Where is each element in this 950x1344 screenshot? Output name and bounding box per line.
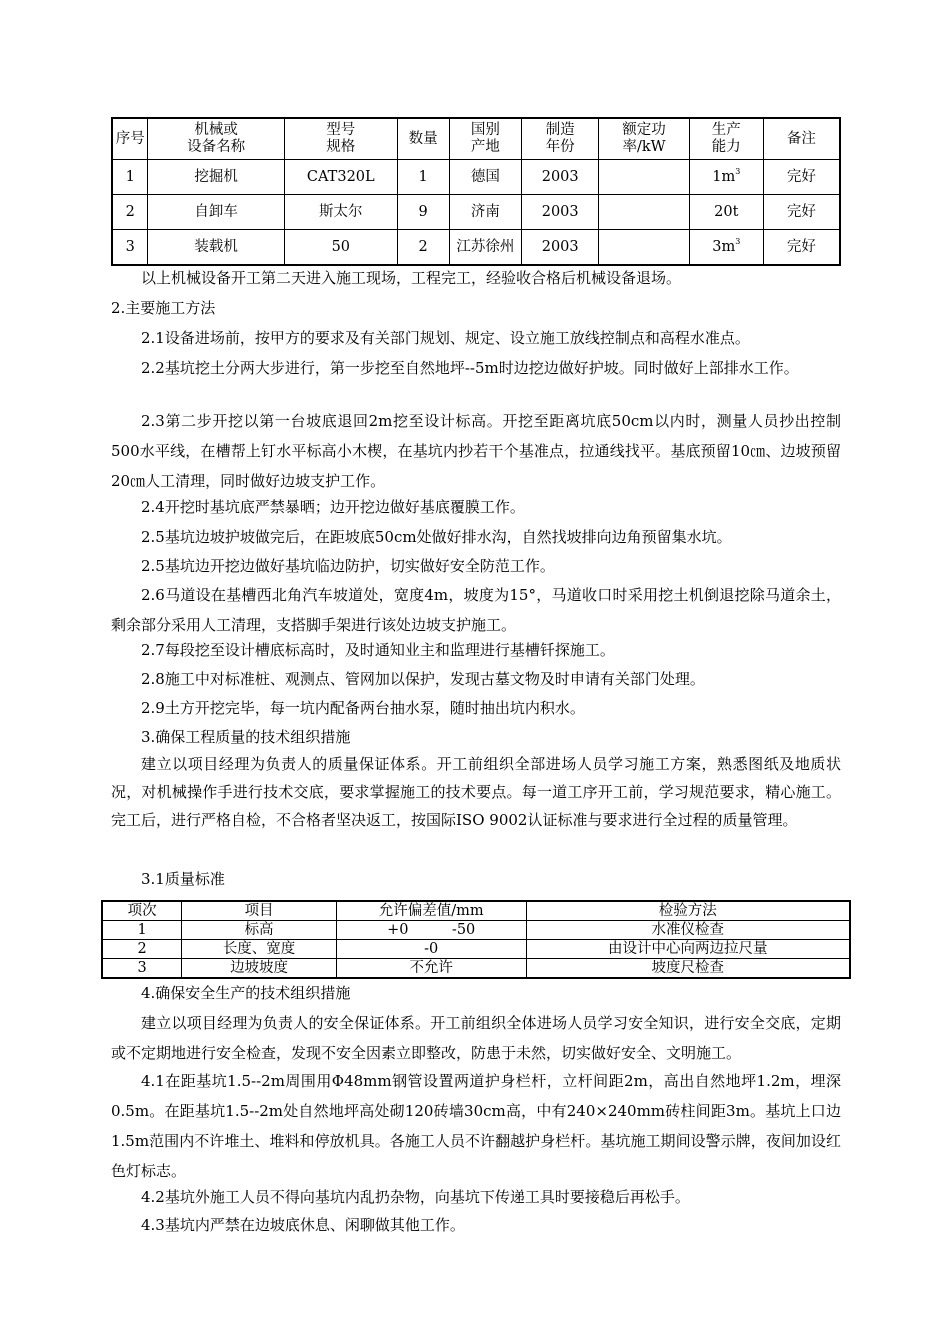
cell-item-no: 1 [102,921,182,940]
paragraph-2-6: 2.6马道设在基槽西北角汽车坡道处，宽度4m，坡度为15°，马道收口时采用挖土机倒退挖除马道余土，剩余部分采用人工清理，支搭脚手架进行该处边坡支护施工。 [111,586,841,634]
paragraph-equipment-note: 以上机械设备开工第二天进入施工现场，工程完工，经验收合格后机械设备退场。 [141,269,682,287]
cell-model: 50 [284,230,397,266]
equipment-table [111,117,841,266]
header-name: 机械或 设备名称 [148,118,284,160]
header-item-no: 项次 [102,901,182,921]
header-year: 制造 年份 [522,118,599,160]
cell-no: 1 [112,160,148,195]
cell-qty: 2 [397,230,449,266]
header-power: 额定功 率/kW [599,118,690,160]
cell-item: 标高 [182,921,337,940]
cell-year: 2003 [522,230,599,266]
cell-origin: 德国 [449,160,522,195]
cell-item: 边坡坡度 [182,959,337,979]
table-row [102,921,850,940]
heading-construction-methods: 2.主要施工方法 [111,299,216,317]
cell-power [599,160,690,195]
header-note: 备注 [763,118,840,160]
cell-name: 自卸车 [148,195,284,230]
header-model: 型号 规格 [284,118,397,160]
cell-year: 2003 [522,195,599,230]
cell-note: 完好 [763,195,840,230]
table-row [102,940,850,959]
header-capacity: 生产 能力 [689,118,763,160]
heading-safety-measures: 4.确保安全生产的技术组织措施 [141,984,351,1002]
cell-no: 3 [112,230,148,266]
heading-quality-standard: 3.1质量标准 [141,870,225,888]
paragraph-2-5b: 2.5基坑边开挖边做好基坑临边防护，切实做好安全防范工作。 [141,557,555,575]
cell-name: 装载机 [148,230,284,266]
cell-tolerance: +0 -50 [336,921,526,940]
cell-origin: 江苏徐州 [449,230,522,266]
table-row [102,959,850,979]
cell-item-no: 2 [102,940,182,959]
cell-note: 完好 [763,230,840,266]
equipment-header-row [112,118,840,160]
table-row [112,230,840,266]
table-row [112,160,840,195]
paragraph-2-8: 2.8施工中对标准桩、观测点、管网加以保护，发现古墓文物及时申请有关部门处理。 [141,670,705,688]
cell-origin: 济南 [449,195,522,230]
paragraph-quality-system: 建立以项目经理为负责人的质量保证体系。开工前组织全部进场人员学习施工方案，熟悉图纸及地质状况，对机械操作手进行技术交底，要求掌握施工的技术要点。每一道工序开工前，学习规范要求，精心施工。完工后，进行严格自检，不合格者坚决返工，按国际ISO 9002认证标准与要求进行全过程的质量管理。 [111,755,841,829]
cell-tolerance: -0 [336,940,526,959]
paragraph-4-3: 4.3基坑内严禁在边坡底休息、闲聊做其他工作。 [141,1216,465,1234]
cell-capacity: $3m^3$ [689,230,763,266]
heading-quality-measures: 3.确保工程质量的技术组织措施 [141,728,351,746]
paragraph-safety-system: 建立以项目经理为负责人的安全保证体系。开工前组织全体进场人员学习安全知识，进行安全交底，定期或不定期地进行安全检查，发现不安全因素立即整改，防患于未然，切实做好安全、文明施工。 [111,1014,841,1062]
header-origin: 国别 产地 [449,118,522,160]
cell-method: 水准仪检查 [526,921,850,940]
cell-capacity: 20t [689,195,763,230]
cell-name: 挖掘机 [148,160,284,195]
table-row [112,195,840,230]
cell-item-no: 3 [102,959,182,979]
paragraph-2-2: 2.2基坑挖土分两大步进行，第一步挖至自然地坪--5m时边挖边做好护坡。同时做好上部排水工作。 [141,359,799,377]
paragraph-4-1: 4.1在距基坑1.5--2m周围用Φ48mm钢管设置两道护身栏杆，立杆间距2m，高出自然地坪1.2m，埋深0.5m。在距基坑1.5--2m处自然地坪高处砌120砖墙30cm高，中有240×240mm砖柱间距3m。基坑上口边1.5m范围内不许堆土、堆料和停放机具。各施工人员不许翻越护身栏杆。基坑施工期间设警示牌，夜间加设红色灯标志。 [111,1072,841,1180]
cell-qty: 9 [397,195,449,230]
paragraph-2-1: 2.1设备进场前，按甲方的要求及有关部门规划、规定、设立施工放线控制点和高程水准点。 [141,329,750,347]
cell-no: 2 [112,195,148,230]
header-no: 序号 [112,118,148,160]
cell-model: 斯太尔 [284,195,397,230]
cell-year: 2003 [522,160,599,195]
paragraph-2-7: 2.7每段挖至设计槽底标高时，及时通知业主和监理进行基槽钎探施工。 [141,641,615,659]
cell-note: 完好 [763,160,840,195]
cell-method: 坡度尺检查 [526,959,850,979]
cell-power [599,230,690,266]
cell-model: CAT320L [284,160,397,195]
paragraph-4-2: 4.2基坑外施工人员不得向基坑内乱扔杂物，向基坑下传递工具时要接稳后再松手。 [141,1188,690,1206]
paragraph-2-9: 2.9土方开挖完毕，每一坑内配备两台抽水泵，随时抽出坑内积水。 [141,699,585,717]
header-qty: 数量 [397,118,449,160]
header-item: 项目 [182,901,337,921]
paragraph-2-3: 2.3第二步开挖以第一台坡底退回2m挖至设计标高。开挖至距离坑底50cm以内时，测量人员抄出控制500水平线，在槽帮上钉水平标高小木楔，在基坑内抄若干个基准点，拉通线找平。基底预留10㎝、边坡预留20㎝人工清理，同时做好边坡支护工作。 [111,412,841,490]
paragraph-2-4: 2.4开挖时基坑底严禁暴晒；边开挖边做好基底覆膜工作。 [141,498,525,516]
cell-tolerance: 不允许 [336,959,526,979]
cell-qty: 1 [397,160,449,195]
paragraph-2-5a: 2.5基坑边坡护坡做完后，在距坡底50cm处做好排水沟，自然找坡排向边角预留集水坑。 [141,528,732,546]
header-method: 检验方法 [526,901,850,921]
cell-item: 长度、宽度 [182,940,337,959]
cell-capacity: $1m^3$ [689,160,763,195]
cell-method: 由设计中心向两边拉尺量 [526,940,850,959]
quality-header-row [102,901,850,921]
header-tolerance: 允许偏差值/mm [336,901,526,921]
quality-standard-table [101,900,851,979]
cell-power [599,195,690,230]
